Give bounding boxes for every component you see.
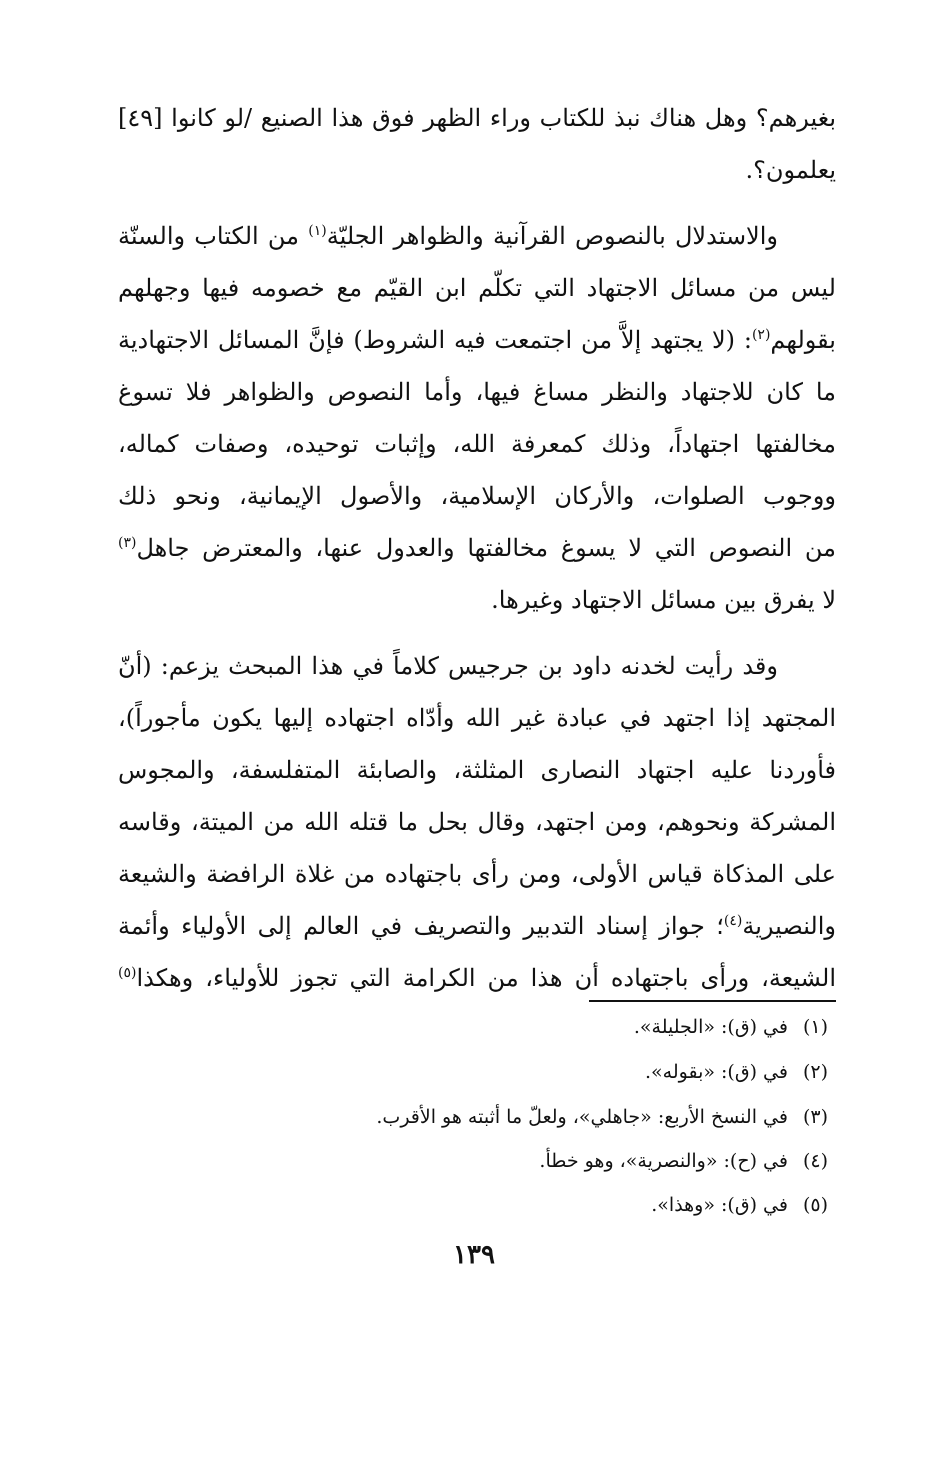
line-text: والاستدلال بالنصوص القرآنية والظواهر الجليّة — [326, 222, 778, 250]
line-text: ووجوب الصلوات، والأركان الإسلامية، والأصول الإيمانية، ونحو ذلك — [118, 482, 836, 510]
body-line-3 — [118, 216, 778, 256]
line-text: من النصوص التي لا يسوغ مخالفتها والعدول عنها، والمعترض جاهل — [136, 534, 836, 562]
footnote-4 — [539, 1146, 828, 1176]
line-text: مخالفتها اجتهاداً، وذلك كمعرفة الله، وإثبات توحيده، وصفات كماله، — [118, 430, 836, 458]
body-line-2 — [746, 150, 836, 190]
body-line-7 — [118, 424, 836, 464]
page-number: ١٣٩ — [453, 1240, 495, 1270]
footnote-3 — [376, 1102, 828, 1132]
footnote-mark: (١) — [308, 223, 327, 239]
footnote-number: (٥) — [802, 1194, 828, 1216]
body-line-16 — [118, 906, 836, 946]
footnote-mark: (٤) — [723, 913, 743, 929]
footnote-number: (٣) — [802, 1106, 828, 1128]
body-line-1 — [118, 98, 836, 138]
line-text: المشركة ونحوهم، ومن اجتهد، وقال بحل ما قتله الله من الميتة، وقاسه — [118, 808, 836, 836]
body-line-5 — [118, 320, 836, 360]
footnote-mark: (٢) — [751, 327, 771, 343]
body-line-6 — [118, 372, 836, 412]
body-line-11 — [118, 646, 778, 686]
footnote-number: (٤) — [802, 1150, 828, 1172]
footnote-1 — [634, 1012, 828, 1042]
body-line-13 — [118, 750, 836, 790]
body-line-8 — [118, 476, 836, 516]
line-text-tail: ؛ جواز إسناد التدبير والتصريف في العالم إلى الأولياء وأئمة — [118, 912, 724, 940]
line-text: الشيعة، ورأى باجتهاده أن هذا من الكرامة التي تجوز للأولياء، وهكذا — [136, 964, 836, 992]
line-text-tail: من الكتاب والسنّة — [118, 222, 300, 250]
body-line-15 — [118, 854, 836, 894]
footnote-text: في (ق): «وهذا». — [651, 1194, 788, 1216]
body-line-10 — [491, 580, 836, 620]
footnote-5 — [651, 1190, 828, 1220]
line-text: فأوردنا عليه اجتهاد النصارى المثلثة، والصابئة المتفلسفة، والمجوس — [118, 756, 836, 784]
body-line-17 — [118, 958, 836, 998]
footnote-number: (٢) — [802, 1061, 828, 1083]
footnote-text: في (ق): «بقوله». — [645, 1061, 788, 1083]
footnote-mark: (٣) — [118, 535, 137, 551]
footnote-number: (١) — [802, 1016, 828, 1038]
line-text: ما كان للاجتهاد والنظر مساغ فيها، وأما النصوص والظواهر فلا تسوغ — [118, 378, 836, 406]
line-text: والنصيرية — [742, 912, 836, 940]
footnote-separator — [589, 1000, 836, 1002]
line-text-tail: : (لا يجتهد إلاَّ من اجتمعت فيه الشروط) فإنَّ المسائل الاجتهادية — [118, 326, 752, 354]
line-text: يعلمون؟. — [745, 156, 836, 184]
footnote-text: في (ق): «الجليلة». — [633, 1016, 788, 1038]
body-line-14 — [118, 802, 836, 842]
footnote-text: في (ح): «والنصرية»، وهو خطأ. — [539, 1150, 788, 1172]
footnote-text: في النسخ الأربع: «جاهلي»، ولعلّ ما أثبته هو الأقرب. — [376, 1106, 788, 1128]
body-line-12 — [118, 698, 836, 738]
body-line-9 — [118, 528, 836, 568]
footnote-2 — [645, 1057, 828, 1087]
body-line-4 — [118, 268, 836, 308]
line-text: على المذكاة قياس الأولى، ومن رأى باجتهاده من غلاة الرافضة والشيعة — [118, 860, 836, 888]
line-text: بغيرهم؟ وهل هناك نبذ للكتاب وراء الظهر فوق هذا الصنيع /لو كانوا [٤٩] — [118, 104, 836, 132]
line-text: بقولهم — [770, 326, 836, 354]
footnote-mark: (٥) — [118, 965, 137, 981]
line-text: ليس من مسائل الاجتهاد التي تكلّم ابن القيّم مع خصومه فيها وجهلهم — [118, 274, 836, 302]
line-text: وقد رأيت لخدنه داود بن جرجيس كلاماً في هذا المبحث يزعم: (أنّ — [118, 652, 778, 680]
line-text: المجتهد إذا اجتهد في عبادة غير الله وأدّاه اجتهاده إليها يكون مأجوراً)، — [118, 704, 836, 732]
line-text: لا يفرق بين مسائل الاجتهاد وغيرها. — [491, 586, 836, 614]
